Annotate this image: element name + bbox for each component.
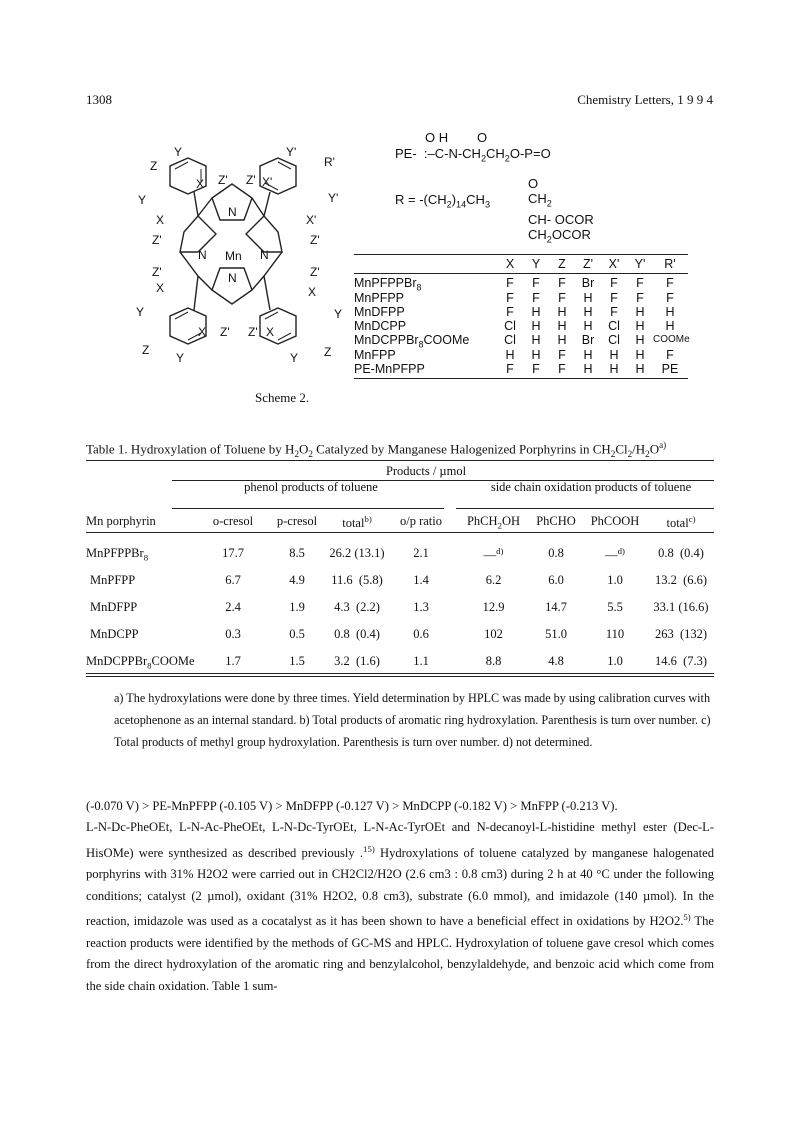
legend-header: X' [608,257,620,271]
legend-row [354,319,688,333]
chain-o: O [528,176,539,191]
table-cell: 102 [484,627,503,641]
legend-row [354,276,688,293]
group-phenol-header: phenol products of toluene [244,480,378,494]
legend-cell: H [635,319,645,334]
table-cell: 1.0 [607,573,623,587]
x-label: X [308,285,317,299]
y-label: Y [174,145,183,159]
table-rule [172,508,444,509]
legend-rule [354,254,688,255]
body-span: The reaction products were identified by the methods of GC-MS and HPLC. Hydroxylation of toluene gave cresol which comes from the direct hydroxylation of the aromatic ring and benzylalcohol, benzylaldehyde, and benzoic acid which come from the side chain oxidation. Table 1 sum- [86,914,714,993]
legend-header: Z' [582,257,594,271]
col-phcho: PhCHO [536,514,576,528]
pe-formula-line2: PE- $:-C-N-CH_2CH_2O-P=O$ [395,146,551,164]
legend-cell: H [665,319,675,334]
legend-compound: MnFPP [354,347,396,362]
legend-cell: H [635,333,645,348]
table-rule [86,676,714,677]
n-label-right: N [260,248,269,262]
legend-cell: H [531,304,541,319]
metal-label: Mn [225,249,242,263]
legend-row [354,348,688,362]
table-cell: 4.9 [289,573,305,587]
table-cell: 1.4 [413,573,429,587]
table-cell: 1.1 [413,654,429,668]
table-cell: 13.2 (6.6) [654,573,708,587]
r-definition: $R = -(CH_2)_{14}CH_3$ [395,192,491,210]
body-line: (-0.070 V) > PE-MnPFPP (-0.105 V) > MnDFPP (-0.127 V) > MnDCPP (-0.182 V) > MnFPP (-0.213 V). [86,799,618,813]
results-table [86,456,714,676]
n-label-top: N [228,205,237,219]
legend-header-row [354,257,688,271]
z-label: Z [324,345,332,359]
legend-cell: F [532,290,540,305]
legend-cell: F [610,276,618,291]
legend-cell: Cl [504,319,516,334]
table-cell: 263 (132) [654,627,708,641]
legend-cell: H [665,304,675,319]
legend-cell: Cl [608,333,620,348]
z-label: Z [142,343,150,357]
col-total-phenol [322,514,392,531]
y-label: Y [176,351,185,365]
table-rule [86,460,714,461]
legend-compound: MnDFPP [354,304,405,319]
n-label-bottom: N [228,271,237,285]
legend-row [354,362,688,376]
table-cell: 1.3 [413,600,429,614]
table-cell: 5.5 [607,600,623,614]
group-sidechain-header: side chain oxidation products of toluene [490,480,692,494]
legend-cell: F [558,290,566,305]
table-cell: 0.3 [225,627,241,641]
legend-cell: H [531,333,541,348]
table-cell: 4.8 [548,654,564,668]
body-text [86,796,714,997]
rp-label: R' [324,155,335,169]
legend-cell: H [635,304,645,319]
table-cell: 12.9 [482,600,505,614]
col-phch2oh: PhCH$_2$OH [466,514,520,531]
table-cell: 14.6 (7.3) [654,654,708,668]
table-cell: 1.7 [225,654,241,668]
total-note: c) [688,514,696,524]
yp-label: Y' [286,145,297,159]
legend-header: X [505,257,515,271]
y-label: Y [290,351,299,365]
zp-label: Z' [152,233,162,247]
table-cell: 1.5 [289,654,305,668]
col-o-cresol: o-cresol [212,514,254,528]
yp-label: Y' [328,191,339,205]
z-label: Z [150,159,158,173]
table-cell: —$^{d)}$ [483,546,504,563]
table-cell: 1.9 [289,600,305,614]
legend-cell: H [583,304,593,319]
substituent-table [354,254,688,379]
legend-cell: F [636,290,644,305]
chain-ch2: $CH_2$ [528,191,552,209]
zp-label: Z' [310,265,320,279]
y-label: Y [136,305,145,319]
col-total-sidechain [648,514,714,531]
n-label-left: N [198,248,207,262]
table-cell: 0.8 (0.4) [658,546,704,560]
legend-cell: Br [581,333,595,348]
legend-cell: H [583,319,593,334]
legend-compound: MnPFPPBr$_8$ [354,276,422,293]
legend-cell: Cl [608,319,620,334]
pe-formula [395,130,551,167]
col-total-label: total [666,516,689,531]
legend-cell: F [666,276,674,291]
row-porphyrin-name: MnPFPP [90,573,136,587]
pe-formula-line1: O H O [425,130,488,145]
products-header: Products / µmol [385,464,467,478]
table-footnotes: a) The hydroxylations were done by three times. Yield determination by HPLC was made by using calibration curves with acetophenone as an internal standard. b) Total products of aromatic ring hydroxylation. Parenthesis is turn over number. c) Total products of methyl group hydroxylation. Parenthesis is turn over number. d) not determined. [114,691,711,749]
ref-15: 15) [363,843,375,854]
table-cell: 3.2 (1.6) [334,654,380,668]
legend-row [354,333,690,350]
legend-cell: H [609,347,619,362]
table-cell: 51.0 [545,627,567,641]
legend-cell: H [557,319,567,334]
x-label: X [156,281,165,295]
legend-rule [354,378,688,379]
row-porphyrin-name: MnDCPP [90,627,139,641]
legend-header: Z [558,257,566,271]
col-op-ratio: o/p ratio [399,514,442,528]
legend-cell: H [505,347,515,362]
legend-cell: H [557,333,567,348]
legend-cell: F [558,276,566,291]
zp-label: Z' [248,325,258,339]
row-porphyrin-name: MnDCPPBr$_8$COOMe [86,654,195,671]
legend-cell: PE [661,362,679,377]
legend-cell: F [558,347,566,362]
table-rule [456,508,714,509]
scheme-caption: Scheme 2. [255,390,310,405]
legend-cell: F [666,347,674,362]
chain-ch: CH- OCOR [528,211,594,227]
legend-cell: F [532,362,540,377]
table-cell: 8.8 [485,654,502,668]
legend-cell: F [558,362,566,377]
legend-cell: H [635,362,645,377]
table-cell: 8.5 [289,546,305,560]
row-porphyrin-name: MnPFPPBr$_8$ [86,546,149,563]
y-label: Y [138,193,147,207]
x-label: X [196,177,205,191]
legend-compound: MnDCPP [354,319,407,334]
porphyrin-structure [128,140,358,380]
zp-label: Z' [218,173,228,187]
pe-chain [528,176,594,247]
table-cell: 0.8 [548,546,564,560]
legend-compound: MnDCPPBr$_8$COOMe [354,333,470,350]
legend-compound: MnPFPP [354,290,405,305]
table-rule [86,532,714,533]
legend-cell: H [635,347,645,362]
chain-ch2ocor: $CH_2OCOR$ [528,226,591,245]
body-span: L-N-Dc-PheOEt, L-N-Ac-PheOEt, L-N-Dc-TyrOEt, L-N-Ac-TyrOEt and N-decanoyl-L-histidine methyl ester (Dec-L-HisOMe) were synthesized as described previously . [86,820,714,860]
table-cell: 6.7 [225,573,241,587]
legend-row [354,305,688,319]
table-rule [86,673,714,674]
legend-cell: H [583,290,593,305]
zp-label: Z' [310,233,320,247]
total-note: b) [364,514,372,524]
legend-cell: COOMe [653,334,690,346]
legend-cell: F [506,276,514,291]
table-caption: Table 1. Hydroxylation of Toluene by $H_2O_2$ Catalyzed by Manganese Halogenized Porphyrins in $CH_2Cl_2/H_2O^{a)}$ [86,440,667,459]
legend-header: Y' [634,257,646,271]
legend-cell: H [583,347,593,362]
table-cell: 0.5 [289,627,305,641]
legend-cell: F [506,362,514,377]
body-span: Hydroxylations of toluene catalyzed by manganese halogenated porphyrins with 31% H2O2 were carried out in CH2Cl2/H2O (2.6 cm3 : 0.8 cm3) during 2 h at 40 °C under the following conditions; catalyst (2 µmol), oxidant (31% H2O2, 0.8 cm3), substrate (6.0 mmol), and imidazole (140 µmol). In the reaction, imidazole was used as a cocatalyst as it has been shown to have a beneficial effect in oxidations by H2O2. [86,846,715,929]
table-cell: 1.0 [607,654,623,668]
table-cell: 17.7 [222,546,244,560]
journal-header: Chemistry Letters, 1 9 9 4 [577,92,713,107]
table-cell: 33.1 (16.6) [653,600,709,614]
zp-label: Z' [246,173,256,187]
col-p-cresol: p-cresol [276,514,318,528]
table-cell: 6.0 [548,573,564,587]
col-total-label: total [342,516,365,531]
legend-cell: Br [581,276,595,291]
legend-cell: H [531,319,541,334]
table-cell: 11.6 (5.8) [331,573,383,587]
legend-cell: H [531,347,541,362]
x-label: X [266,325,275,339]
legend-cell: F [532,276,540,291]
table-cell: 2.1 [413,546,429,560]
xp-label: X' [306,213,317,227]
caption-note: a) [659,440,667,450]
table-cell: 2.4 [225,600,241,614]
legend-cell: Cl [504,333,516,348]
legend-header: R' [664,257,676,271]
table-cell: —$^{d)}$ [605,546,625,563]
legend-rule [354,273,688,274]
page-number: 1308 [86,92,112,107]
legend-row [354,291,688,305]
table-cell: 0.8 (0.4) [334,627,380,641]
row-porphyrin-name: MnDFPP [90,600,138,614]
x-label: X [198,325,207,339]
table-cell: 0.6 [413,627,429,641]
zp-label: Z' [220,325,230,339]
y-label: Y [334,307,343,321]
zp-label: Z' [152,265,162,279]
table-cell: 26.2 (13.1) [329,546,385,560]
table-cell: 110 [605,627,625,641]
col-mn-porphyrin: Mn porphyrin [86,514,156,528]
legend-compound: PE-MnPFPP [354,362,425,377]
body-paragraph [86,817,714,997]
legend-cell: F [610,304,618,319]
legend-cell: F [610,290,618,305]
ref-5: 5) [683,912,691,923]
xp-label: X' [262,175,273,189]
x-label: X [156,213,165,227]
legend-cell: H [557,304,567,319]
legend-cell: F [666,290,674,305]
legend-header: Y [531,257,541,271]
table-cell: 6.2 [485,573,502,587]
legend-cell: H [609,362,619,377]
col-phcooh: PhCOOH [590,514,640,528]
legend-cell: F [636,276,644,291]
legend-cell: H [583,362,593,377]
legend-cell: F [506,304,514,319]
legend-cell: F [506,290,514,305]
table-cell: 4.3 (2.2) [334,600,380,614]
table-cell: 14.7 [545,600,567,614]
